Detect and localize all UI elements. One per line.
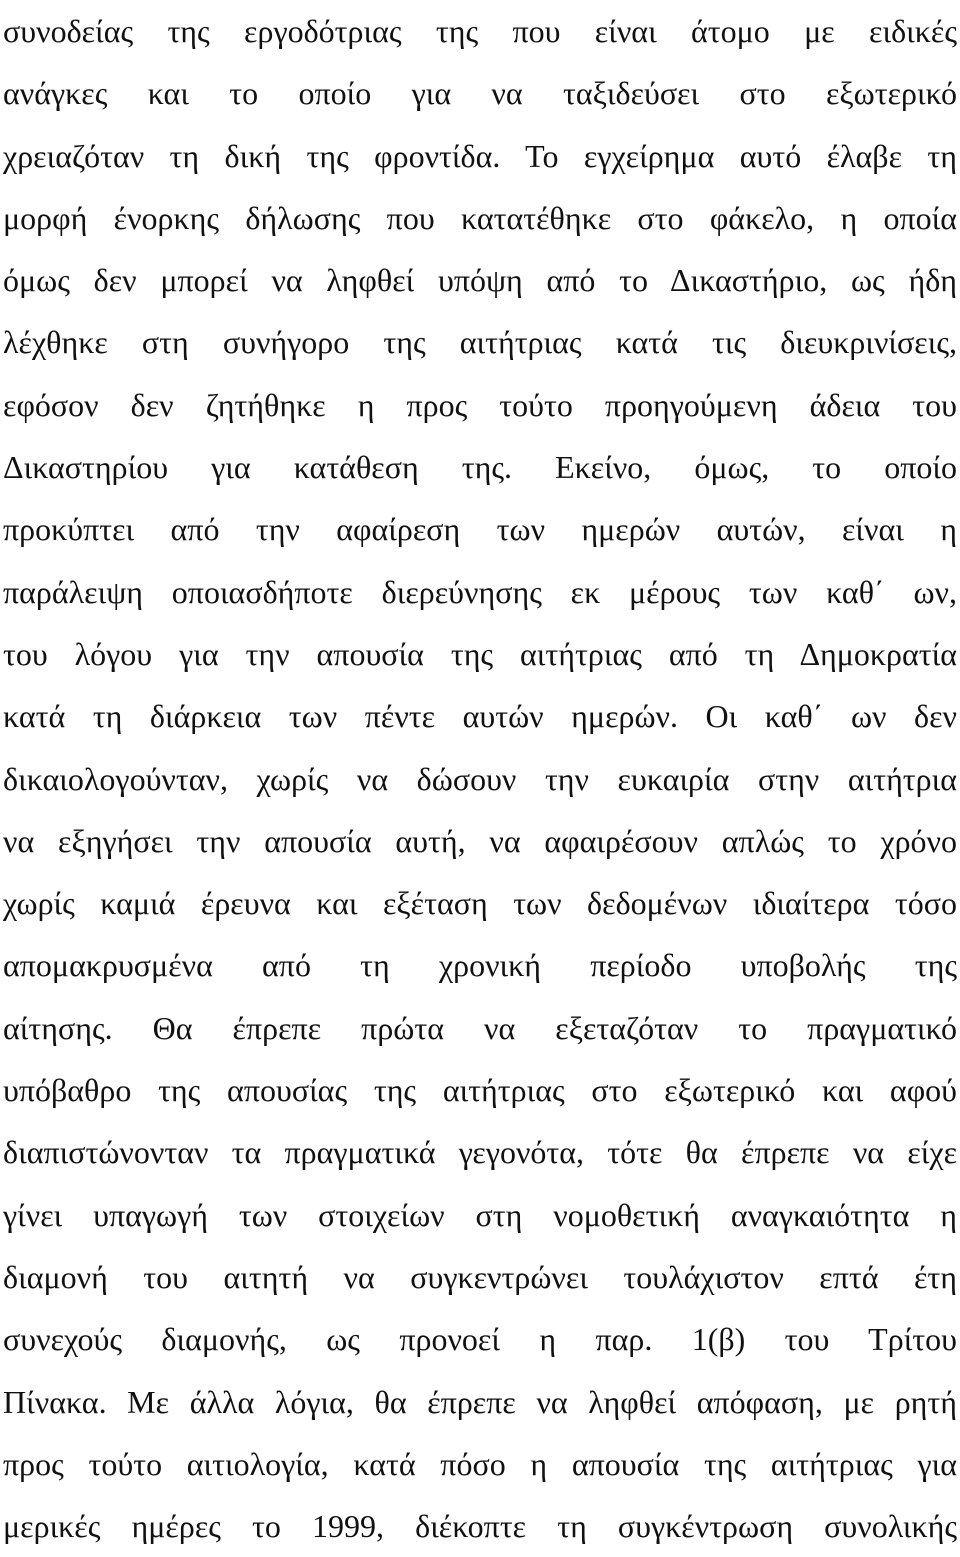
text-line-23: Πίνακα. Με άλλα λόγια, θα έπρεπε να ληφθεί απόφαση, με ρητή (3, 1383, 957, 1420)
text-line-6: λέχθηκε στη συνήγορο της αιτήτριας κατά τις διευκρινίσεις, (3, 324, 957, 361)
text-line-4: μορφή ένορκης δήλωσης που κατατέθηκε στο φάκελο, η οποία (3, 199, 957, 236)
text-line-5: όμως δεν μπορεί να ληφθεί υπόψη από το Δικαστήριο, ως ήδη (3, 262, 957, 299)
text-line-11: του λόγου για την απουσία της αιτήτριας από τη Δημοκρατία (3, 635, 957, 672)
text-line-10: παράλειψη οποιασδήποτε διερεύνησης εκ μέρους των καθ΄ ων, (3, 573, 957, 610)
text-line-16: απομακρυσμένα από τη χρονική περίοδο υποβολής της (3, 947, 957, 984)
text-line-24: προς τούτο αιτιολογία, κατά πόσο η απουσία της αιτήτριας για (3, 1445, 957, 1482)
text-line-25: μερικές ημέρες το 1999, διέκοπτε τη συγκέντρωση συνολικής (3, 1508, 957, 1545)
text-line-1: συνοδείας της εργοδότριας της που είναι άτομο με ειδικές (3, 13, 957, 49)
text-line-14: να εξηγήσει την απουσία αυτή, να αφαιρέσουν απλώς το χρόνο (3, 822, 957, 859)
text-line-3: χρειαζόταν τη δική της φροντίδα. Το εγχείρημα αυτό έλαβε τη (3, 137, 957, 174)
body-text (3, 0, 957, 1557)
text-line-13: δικαιολογούνταν, χωρίς να δώσουν την ευκαιρία στην αιτήτρια (3, 760, 957, 797)
text-line-19: διαπιστώνονταν τα πραγματικά γεγονότα, τότε θα έπρεπε να είχε (3, 1134, 957, 1171)
text-line-22: συνεχούς διαμονής, ως προνοεί η παρ. 1(β) του Τρίτου (3, 1321, 957, 1358)
text-line-12: κατά τη διάρκεια των πέντε αυτών ημερών. Οι καθ΄ ων δεν (3, 698, 957, 735)
text-line-2: ανάγκες και το οποίο για να ταξιδεύσει στο εξωτερικό (3, 75, 957, 112)
text-line-20: γίνει υπαγωγή των στοιχείων στη νομοθετική αναγκαιότητα η (3, 1196, 957, 1233)
text-line-7: εφόσον δεν ζητήθηκε η προς τούτο προηγούμενη άδεια του (3, 386, 957, 423)
text-line-15: χωρίς καμιά έρευνα και εξέταση των δεδομένων ιδιαίτερα τόσο (3, 885, 957, 922)
text-line-9: προκύπτει από την αφαίρεση των ημερών αυτών, είναι η (3, 511, 957, 548)
text-line-21: διαμονή του αιτητή να συγκεντρώνει τουλάχιστον επτά έτη (3, 1258, 957, 1295)
text-line-8: Δικαστηρίου για κατάθεση της. Εκείνο, όμως, το οποίο (3, 449, 957, 486)
text-line-18: υπόβαθρο της απουσίας της αιτήτριας στο εξωτερικό και αφού (3, 1072, 957, 1109)
text-line-17: αίτησης. Θα έπρεπε πρώτα να εξεταζόταν το πραγματικό (3, 1009, 957, 1046)
